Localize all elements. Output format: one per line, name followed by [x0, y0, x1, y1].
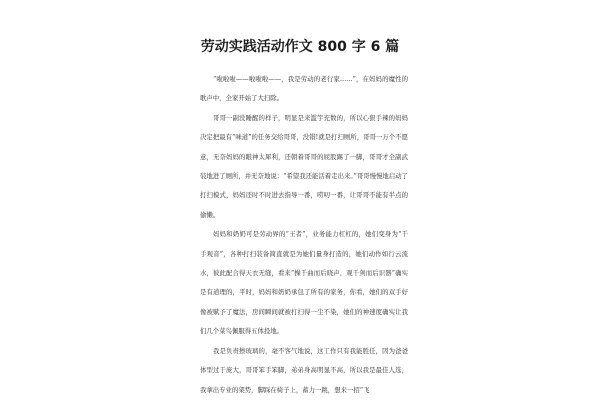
paragraph: 哥哥一副没睡醒的样子，明显是来滥竽充数的，所以心狠手辣的妈妈决定把最有“味道”的任务交给哥哥，没错!就是打扫厕所，哥哥一万个不愿意，无奈妈妈的眼神太犀利，还朝着哥哥的屁股踢了一脚，哥哥才全副武装地进了厕所，并无奈地说：“希望我还能活着走出来。”哥哥慢慢地启动了打扫模式，妈妈还时不时进去指导一番，唠叨一番，让哥哥不能有半点的偷懒。	[200, 113, 408, 219]
paragraph: 妈妈和奶奶可是劳动界的“王者”，业务能力杠杠的，她们变身为“千手观音”，各种打扫装备简直就是为她们量身打造的，她们动作如行云流水，彼此配合得天衣无缝，看来“操千曲而后晓声，观千剑而后识器”确实是有道理的，平时，妈妈和奶奶承包了所有的家务，你看，她们的双手好像被赋予了魔法，房间瞬间就被打扫得一尘不染，她们的神速度确实让我们几个菜鸟佩服得五体投地。	[200, 230, 408, 336]
paragraph: “啦啦啦——啦啦啦——，我是劳动的老行家……”，在妈妈的魔性的歌声中，全家开始了大扫除。	[200, 75, 408, 103]
document-title: 劳动实践活动作文 800 字 6 篇	[200, 39, 400, 55]
document-body	[200, 70, 408, 400]
paragraph: 我是负责擦玻璃的，毫不客气地说，这工作只有我能胜任，因为爸爸体型过于庞大，哥哥笨手笨脚，弟弟身高明显不高，所以我是最佳人选，我拿出专业的架势，脚踩在椅子上，蓄力一跳，想来一招“飞	[200, 346, 408, 394]
